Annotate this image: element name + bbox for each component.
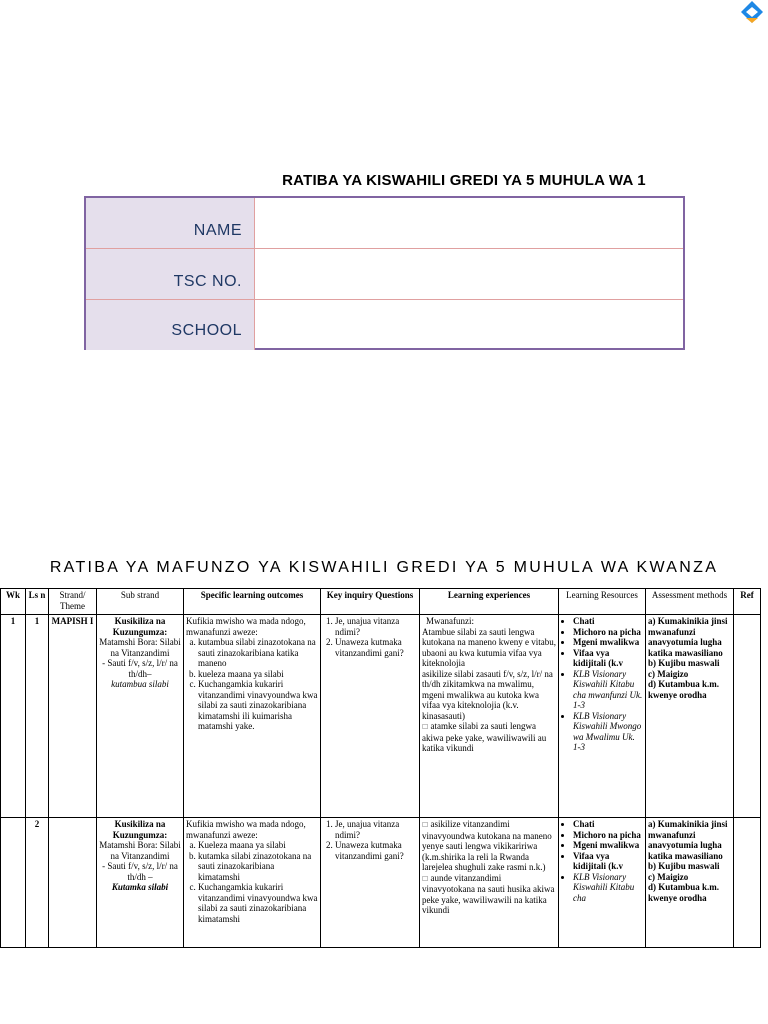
header-title: RATIBA YA KISWAHILI GREDI YA 5 MUHULA WA 1 — [282, 172, 646, 189]
resource-item: • Michoro na picha — [573, 830, 643, 841]
outcomes-cell — [184, 818, 321, 948]
name-label: NAME — [86, 198, 254, 248]
resource-item: • KLB Visionary Kiswahili Kitabu cha mwanfunzi Uk. 1-3 — [573, 669, 643, 711]
week-cell: 1 — [1, 615, 26, 818]
col-header: Learning experiences — [420, 589, 559, 615]
assessment-item: c) Maigizo — [648, 871, 689, 882]
teacher-info-box — [84, 196, 685, 350]
experience-text: Atambue silabi za sauti lengwa kutokana na maneno kweny e vitabu, ubaoni au kwa kutumia vifaa vya kiteknolojia — [422, 626, 556, 668]
assessment-item: d) Kutambua k.m. kwenye orodha — [648, 679, 720, 700]
experience-text: Mwanafunzi: — [426, 616, 474, 626]
outcome-item: b. kutamka silabi zinazotokana na sauti zinazokaribiana kimatamshi — [198, 851, 318, 883]
experience-item: ☐ asikilize vitanzandimi vinavyoundwa kutokana na maneno yenye sauti lengwa vikikaririwa (k.m.shirika la reli la Rwanda larejelea shughuli zake rasmi n.k.) — [422, 819, 552, 872]
resource-item: • KLB Visionary Kiswahili Kitabu cha — [573, 872, 643, 904]
assessment-cell — [646, 818, 734, 948]
scheme-title: RATIBA YA MAFUNZO YA KISWAHILI GREDI YA 5 MUHULA WA KWANZA — [49, 559, 719, 576]
experience-item: ☐ atamke silabi za sauti lengwa akiwa peke yake, wawiliwawili au katika vikundi — [422, 721, 547, 753]
experience-text: asikilize silabi zasauti f/v, s/z, l/r/ na th/dh zikitamkwa na mwalimu, mgeni mwalikwa au kutoka kwa vifaa vya kiteknolojia (k.v. kinasasauti) — [422, 668, 553, 721]
question-item: 2. Unaweza kutmaka vitanzandimi gani? — [335, 840, 417, 861]
experiences-cell — [420, 818, 559, 948]
outcomes-intro: Kufikia mwisho wa mada ndogo, mwanafunzi aweze: — [186, 616, 306, 637]
week-cell — [1, 818, 26, 948]
diamond-logo-icon — [736, 0, 768, 24]
experiences-cell — [420, 615, 559, 818]
assessment-item: a) Kumakinikia jinsi mwanafunzi anavyotumia lugha katika mawasiliano — [648, 616, 728, 658]
sub-strand-focus: Kutamka silabi — [111, 882, 169, 892]
questions-cell — [321, 818, 420, 948]
col-header: Strand/ Theme — [49, 589, 97, 615]
col-header: Sub strand — [97, 589, 184, 615]
experience-item: ☐ aunde vitanzandimi vinavyotokana na sauti husika akiwa peke yake, wawiliwawili na katika vikundi — [422, 872, 555, 915]
checkbox-icon: ☐ — [422, 874, 429, 883]
sub-strand-cell — [97, 818, 184, 948]
school-field[interactable] — [254, 300, 683, 350]
assessment-item: c) Maigizo — [648, 668, 689, 679]
question-item: 1. Je, unajua vitanza ndimi? — [335, 616, 417, 637]
strand-cell: MAPISH I — [49, 615, 97, 818]
col-header: Learning Resources — [559, 589, 646, 615]
checkbox-icon: ☐ — [422, 723, 429, 731]
col-header: Key inquiry Questions — [321, 589, 420, 615]
assessment-cell — [646, 615, 734, 818]
table-row — [1, 615, 761, 818]
lesson-cell: 2 — [26, 818, 49, 948]
resource-item: • Chati — [573, 616, 643, 627]
outcome-item: a. kutambua silabi zinazotokana na sauti zinazokaribiana katika maneno — [198, 637, 318, 669]
col-header: Ref — [734, 589, 761, 615]
school-row — [86, 300, 683, 350]
assessment-item: b) Kujibu maswali — [648, 658, 720, 668]
outcomes-intro: Kufikia mwisho wa mada ndogo, mwanafunzi aweze: — [186, 819, 306, 840]
resource-item: • KLB Visionary Kiswahili Mwongo wa Mwalimu Uk. 1-3 — [573, 711, 643, 753]
sub-strand-sounds: - Sauti f/v, s/z, l/r/ na th/dh– — [102, 658, 178, 679]
tsc-row — [86, 249, 683, 299]
assessment-item: d) Kutambua k.m. kwenye orodha — [648, 882, 720, 903]
col-header: Assessment methods — [646, 589, 734, 615]
name-field[interactable] — [254, 198, 683, 248]
ref-cell — [734, 615, 761, 818]
col-header: Wk — [1, 589, 26, 615]
resource-item: • Chati — [573, 819, 643, 830]
sub-strand-cell — [97, 615, 184, 818]
outcome-item: b. kueleza maana ya silabi — [198, 669, 318, 680]
outcome-item: a. Kueleza maana ya silabi — [198, 840, 318, 851]
table-row — [1, 818, 761, 948]
sub-strand-topic: Matamshi Bora: Silabi na Vitanzandimi — [99, 637, 181, 658]
assessment-item: a) Kumakinikia jinsi mwanafunzi anavyotumia lugha katika mawasiliano — [648, 819, 728, 861]
assessment-item: b) Kujibu maswali — [648, 861, 720, 871]
strand-cell — [49, 818, 97, 948]
outcome-item: c. Kuchangamkia kukariri vitanzandimi vinavyoundwa kwa silabi za sauti zinazokaribiana kimatamshi ili kuimarisha matamshi yake. — [198, 679, 318, 732]
lesson-cell: 1 — [26, 615, 49, 818]
outcomes-cell — [184, 615, 321, 818]
table-header-row — [1, 589, 761, 615]
resource-item: • Michoro na picha — [573, 627, 643, 638]
question-item: 2. Unaweza kutmaka vitanzandimi gani? — [335, 637, 417, 658]
tsc-field[interactable] — [254, 249, 683, 299]
tsc-label: TSC NO. — [86, 249, 254, 299]
sub-strand-skill: Kusikiliza na Kuzungumza: — [112, 819, 168, 840]
resource-item: • Mgeni mwalikwa — [573, 840, 643, 851]
questions-cell — [321, 615, 420, 818]
school-label: SCHOOL — [86, 300, 254, 350]
col-header: Ls n — [26, 589, 49, 615]
ref-cell — [734, 818, 761, 948]
resources-cell — [559, 818, 646, 948]
resource-item: • Mgeni mwalikwa — [573, 637, 643, 648]
outcome-item: c. Kuchangamkia kukariri vitanzandimi vinavyoundwa kwa silabi za sauti zinazokaribiana kimatamshi — [198, 882, 318, 924]
sub-strand-sounds: - Sauti f/v, s/z, l/r/ na th/dh – — [102, 861, 178, 882]
resource-item: • Vifaa vya kidijitali (k.v — [573, 648, 643, 669]
sub-strand-focus: kutambua silabi — [111, 679, 169, 689]
sub-strand-topic: Matamshi Bora: Silabi na Vitanzandimi — [99, 840, 181, 861]
resource-item: • Vifaa vya kidijitali (k.v — [573, 851, 643, 872]
scheme-table — [0, 588, 761, 948]
question-item: 1. Je, unajua vitanza ndimi? — [335, 819, 417, 840]
sub-strand-skill: Kusikiliza na Kuzungumza: — [112, 616, 168, 637]
resources-cell — [559, 615, 646, 818]
col-header: Specific learning outcomes — [184, 589, 321, 615]
name-row — [86, 198, 683, 248]
checkbox-icon: ☐ — [422, 821, 429, 829]
